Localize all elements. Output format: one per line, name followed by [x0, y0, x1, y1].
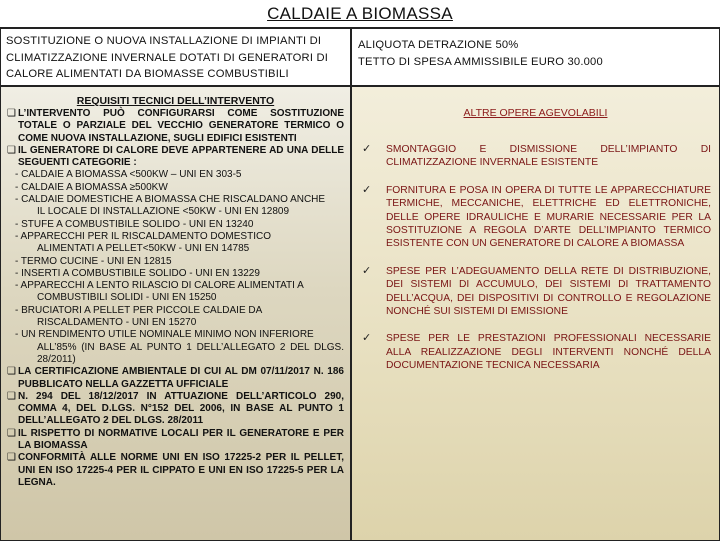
requirement-item	[7, 145, 344, 170]
generator-category-item	[7, 268, 344, 280]
generator-category-item	[7, 231, 344, 256]
category-text-continuation: COMBUSTIBILI SOLIDI - UNI EN 15250	[37, 292, 217, 304]
requirement-item	[7, 391, 344, 428]
requirement-text: LA CERTIFICAZIONE AMBIENTALE DI CUI AL DM 07/11/2017 N. 186 PUBBLICATO NELLA GAZZETTA UFFICIALE	[18, 366, 344, 390]
category-text: - BRUCIATORI A PELLET PER PICCOLE CALDAIE DA	[15, 304, 263, 316]
category-text: - STUFE A COMBUSTIBILE SOLIDO - UNI EN 13240	[15, 218, 254, 230]
category-text-continuation: IL LOCALE DI INSTALLAZIONE <50KW - UNI EN 12809	[37, 206, 290, 218]
generator-category-item	[7, 219, 344, 231]
generator-categories	[7, 169, 344, 366]
category-text: - CALDAIE A BIOMASSA <500KW – UNI EN 303-5	[15, 169, 242, 181]
checkbox-bullet-icon: ❑	[7, 108, 16, 119]
requirement-text: L’INTERVENTO PUÒ CONFIGURARSI COME SOSTITUZIONE TOTALE O PARZIALE DEL VECCHIO GENERATORE TERMICO O COME NUOVA INSTALLAZIONE, SUGLI EDIFICI ESISTENTI	[18, 108, 344, 144]
requirement-item	[7, 452, 344, 489]
requirements-title: REQUISITI TECNICI DELL’INTERVENTO	[76, 95, 275, 107]
checkmark-icon: ✓	[362, 332, 372, 345]
generator-category-item	[7, 169, 344, 181]
generator-category-item	[7, 329, 344, 366]
requirement-text: IL GENERATORE DI CALORE DEVE APPARTENERE AD UNA DELLE SEGUENTI CATEGORIE :	[18, 144, 344, 169]
category-text: - INSERTI A COMBUSTIBILE SOLIDO - UNI EN 13229	[15, 267, 260, 279]
checkbox-bullet-icon: ❑	[7, 390, 16, 402]
category-text-continuation: ALL’85% (IN BASE AL PUNTO 1 DELL’ALLEGATO 2 DEL DLGS. 28/2011)	[37, 341, 344, 365]
category-text-continuation: ALIMENTATI A PELLET<50KW - UNI EN 14785	[37, 243, 250, 255]
intervention-description: SOSTITUZIONE O NUOVA INSTALLAZIONE DI IMPIANTI DI CLIMATIZZAZIONE INVERNALE DOTATI DI GENERATORI DI CALORE ALIMENTATI DA BIOMASSE COMBUSTIBILI	[0, 28, 351, 86]
generator-category-item	[7, 280, 344, 305]
other-works-title: ALTRE OPERE AGEVOLABILI	[463, 107, 608, 119]
category-text-continuation: RISCALDAMENTO - UNI EN 15270	[37, 317, 197, 329]
other-work-text: SPESE PER LE PRESTAZIONI PROFESSIONALI NECESSARIE ALLA REALIZZAZIONE DEGLI INTERVENTI NONCHÉ DELLA DOCUMENTAZIONE TECNICA NECESSARIA	[386, 333, 711, 372]
checkbox-bullet-icon: ❑	[7, 144, 16, 156]
other-eligible-works	[351, 86, 720, 541]
checkbox-bullet-icon: ❑	[7, 427, 16, 439]
category-text: - TERMO CUCINE - UNI EN 12815	[15, 255, 172, 267]
requirement-item	[7, 428, 344, 453]
other-works-list	[360, 143, 711, 373]
other-work-item	[360, 184, 711, 251]
checkbox-bullet-icon: ❑	[7, 452, 16, 464]
category-text: - APPARECCHI PER IL RISCALDAMENTO DOMESTICO	[15, 230, 271, 242]
checkmark-icon: ✓	[362, 143, 372, 155]
other-work-item	[360, 143, 711, 170]
other-work-item	[360, 265, 711, 319]
requirement-text: IL RISPETTO DI NORMATIVE LOCALI PER IL GENERATORE E PER LA BIOMASSA	[18, 427, 344, 452]
deduction-info	[351, 28, 720, 86]
category-text: - CALDAIE A BIOMASSA ≥500KW	[15, 181, 168, 193]
other-work-text: FORNITURA E POSA IN OPERA DI TUTTE LE APPARECCHIATURE TERMICHE, MECCANICHE, ELETTRICHE ED ELETTRONICHE, DELLE OPERE IDRAULICHE E MURARIE NECESSARIE PER LA SOSTITUZIONE A REGOLA D’ARTE DELL’IMPIANTO TERMICO ESISTENTE CON UN GENERATORE DI CALORE A BIOMASSA	[386, 184, 711, 250]
aliquota-text: ALIQUOTA DETRAZIONE 50%	[358, 39, 519, 51]
checkmark-icon: ✓	[362, 183, 372, 196]
requirement-item	[7, 366, 344, 391]
page-title: CALDAIE A BIOMASSA	[267, 4, 453, 23]
generator-category-item	[7, 182, 344, 194]
other-work-item	[360, 332, 711, 372]
other-work-text: SMONTAGGIO E DISMISSIONE DELL’IMPIANTO DI CLIMATIZZAZIONE INVERNALE ESISTENTE	[386, 144, 711, 169]
content-table	[0, 27, 720, 541]
generator-category-item	[7, 256, 344, 268]
category-text: - APPARECCHI A LENTO RILASCIO DI CALORE ALIMENTATI A	[15, 280, 304, 292]
other-work-text: SPESE PER L’ADEGUAMENTO DELLA RETE DI DISTRIBUZIONE, DEI SISTEMI DI ACCUMULO, DEI SISTEMI DI TRATTAMENTO DELL’ACQUA, DEI DISPOSITIVI DI CONTROLLO E REGOLAZIONE NONCHÉ SUI SISTEMI DI EMISSIONE	[386, 265, 711, 318]
generator-category-item	[7, 305, 344, 330]
requirement-text: N. 294 DEL 18/12/2017 IN ATTUAZIONE DELL’ARTICOLO 290, COMMA 4, DEL D.LGS. N°152 DEL 2006, IN BASE AL PUNTO 1 DELL’ALLEGATO 2 DEL DLGS. 28/2011	[18, 390, 344, 427]
checkbox-bullet-icon: ❑	[7, 366, 16, 378]
checkmark-icon: ✓	[362, 264, 372, 277]
requirement-item	[7, 108, 344, 145]
requirement-text: CONFORMITÀ ALLE NORME UNI EN ISO 17225-2 PER IL PELLET, UNI EN ISO 17225-4 PER IL CIPPATO E UNI EN ISO 17225-5 PER LA LEGNA.	[18, 452, 344, 488]
category-text: - CALDAIE DOMESTICHE A BIOMASSA CHE RISCALDANO ANCHE	[15, 194, 326, 206]
category-text: - UN RENDIMENTO UTILE NOMINALE MINIMO NON INFERIORE	[15, 329, 314, 341]
tetto-text: TETTO DI SPESA AMMISSIBILE EURO 30.000	[358, 55, 603, 68]
technical-requirements	[0, 86, 351, 541]
generator-category-item	[7, 194, 344, 219]
